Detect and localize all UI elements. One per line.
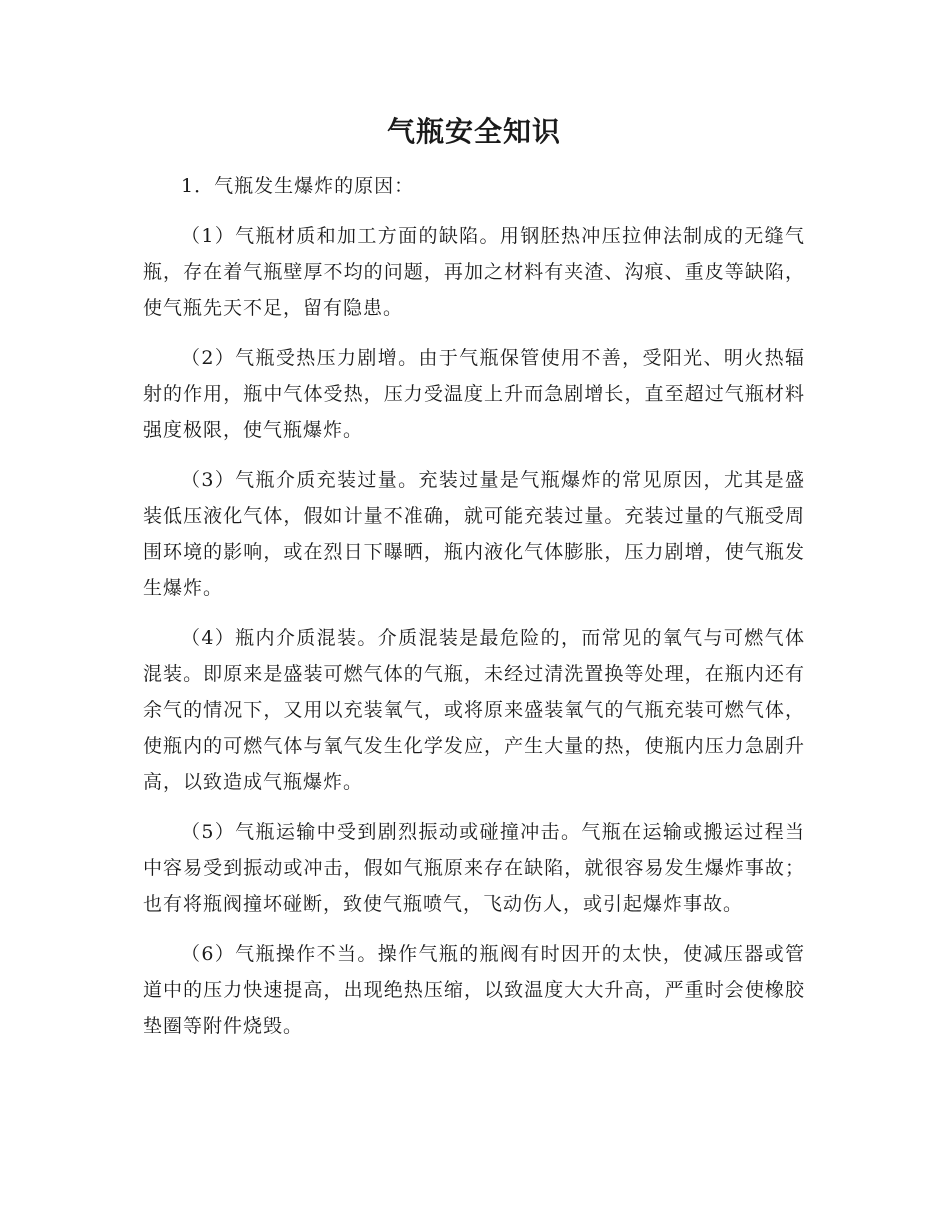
paragraph-5: （5）气瓶运输中受到剧烈振动或碰撞冲击。气瓶在运输或搬运过程当中容易受到振动或冲击，假如气瓶原来存在缺陷，就很容易发生爆炸事故；也有将瓶阀撞坏碰断，致使气瓶喷气，飞动伤人，或引起爆炸事故。	[143, 821, 805, 915]
paragraph-3: （3）气瓶介质充装过量。充装过量是气瓶爆炸的常见原因，尤其是盛装低压液化气体，假如计量不准确，就可能充装过量。充装过量的气瓶受周围环境的影响，或在烈日下曝晒，瓶内液化气体膨胀，压力剧增，使气瓶发生爆炸。	[143, 469, 805, 599]
paragraph-6: （6）气瓶操作不当。操作气瓶的瓶阀有时因开的太快，使减压器或管道中的压力快速提高，出现绝热压缩，以致温度大大升高，严重时会使橡胶垫圈等附件烧毁。	[143, 943, 805, 1037]
document-title: 气瓶安全知识	[386, 115, 561, 148]
document-page	[143, 112, 805, 1044]
paragraph-1: （1）气瓶材质和加工方面的缺陷。用钢胚热冲压拉伸法制成的无缝气瓶，存在着气瓶壁厚不均的问题，再加之材料有夹渣、沟痕、重皮等缺陷，使气瓶先天不足，留有隐患。	[143, 225, 805, 319]
paragraph-2: （2）气瓶受热压力剧增。由于气瓶保管使用不善，受阳光、明火热辐射的作用，瓶中气体受热，压力受温度上升而急剧增长，直至超过气瓶材料强度极限，使气瓶爆炸。	[143, 347, 805, 441]
paragraph-4: （4）瓶内介质混装。介质混装是最危险的，而常见的氧气与可燃气体混装。即原来是盛装可燃气体的气瓶，未经过清洗置换等处理，在瓶内还有余气的情况下，又用以充装氧气，或将原来盛装氧气的气瓶充装可燃气体，使瓶内的可燃气体与氧气发生化学发应，产生大量的热，使瓶内压力急剧升高，以致造成气瓶爆炸。	[143, 627, 805, 793]
section-heading: 1．气瓶发生爆炸的原因：	[181, 175, 415, 197]
